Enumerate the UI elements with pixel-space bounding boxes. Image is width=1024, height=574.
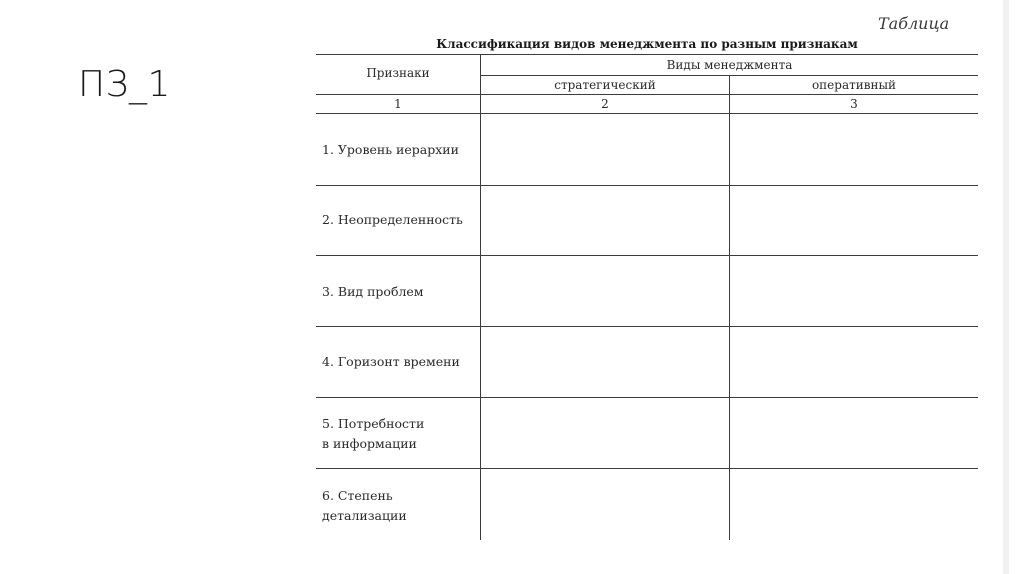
row-label-line: 1. Уровень иерархии <box>322 142 459 157</box>
table-title: Классификация видов менеджмента по разным признакам <box>436 37 858 51</box>
row-divider-3 <box>316 326 978 327</box>
row-label <box>322 210 463 230</box>
column-divider-2 <box>729 75 730 540</box>
column-number: 1 <box>394 97 402 111</box>
number-row-bottom-border <box>316 113 978 114</box>
row-label-line: 4. Горизонт времени <box>322 354 460 369</box>
slide-title: ПЗ_1 <box>78 64 171 105</box>
column-divider-1 <box>480 54 481 540</box>
table-top-border <box>316 54 978 55</box>
row-divider-1 <box>316 185 978 186</box>
row-label <box>322 282 424 302</box>
row-divider-5 <box>316 468 978 469</box>
header-operational: оперативный <box>811 78 897 92</box>
row-divider-4 <box>316 397 978 398</box>
column-number: 2 <box>601 97 609 111</box>
header-strategic: стратегический <box>554 78 656 92</box>
column-number: 3 <box>850 97 858 111</box>
row-label-line: детализации <box>322 508 407 523</box>
row-label-line: 3. Вид проблем <box>322 284 424 299</box>
row-label-line: 6. Степень <box>322 488 393 503</box>
row-label-line: 5. Потребности <box>322 416 425 431</box>
slide-edge <box>1003 0 1009 574</box>
row-label-line: в информации <box>322 436 417 451</box>
row-divider-2 <box>316 255 978 256</box>
row-label <box>322 140 459 160</box>
header-criteria: Признаки <box>366 66 430 80</box>
table-caption: Таблица <box>878 14 950 33</box>
header-management-types: Виды менеджмента <box>666 58 793 72</box>
row-label <box>322 486 407 526</box>
row-label-line: 2. Неопределенность <box>322 212 463 227</box>
row-label <box>322 414 424 454</box>
row-label <box>322 352 460 372</box>
header-bottom-border <box>316 94 978 95</box>
